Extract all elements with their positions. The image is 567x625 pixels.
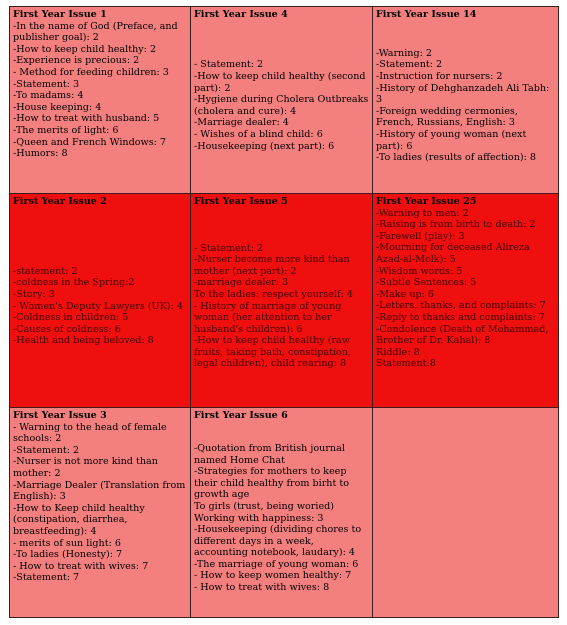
list-item: -Nurser is not more kind than mother: 2 [13, 456, 158, 479]
list-item: -Housekeeping (next part): 6 [194, 140, 335, 152]
list-item: - How to keep women healthy: 7 [194, 570, 352, 582]
issue-cell-content [194, 9, 369, 191]
list-item: -Health and being beloved: 8 [13, 335, 154, 347]
list-item: -How to Keep child healthy (constipation, diarrhea, breastfeeding): 4 [13, 502, 145, 537]
list-item: -History of Dehghanzadeh Ali Tabh: 3 [376, 82, 550, 106]
list-item: -Queen and French Windows: 7 [13, 136, 167, 148]
list-item: - Wishes of a blind child: 6 [194, 128, 323, 140]
issue-cell [10, 7, 191, 194]
list-item: - History of marriage of young woman (her attention to her husband's children): 6 [194, 300, 342, 335]
issue-title: First Year Issue 5 [194, 196, 288, 207]
list-item: -History of young woman (next part): 6 [376, 128, 527, 152]
issue-cell-content [376, 9, 555, 191]
list-item: -The marriage of young woman: 6 [194, 558, 359, 570]
list-item: -Marriage Dealer (Translation from English): 3 [13, 479, 186, 503]
issue-cell [373, 7, 559, 194]
list-item: -Reply to thanks and complaints: 7 [376, 311, 545, 323]
list-item: - How to treat with wives: 7 [13, 560, 149, 572]
list-item: -To ladies (Honesty): 7 [13, 549, 123, 561]
issue-cell [373, 408, 559, 618]
issue-title: First Year Issue 1 [13, 9, 107, 20]
list-item: To the ladies: respect yourself: 4 [194, 288, 353, 300]
list-item: -Statement: 3 [13, 78, 80, 90]
issue-cell-content [13, 410, 187, 615]
issue-cell-content [13, 9, 187, 191]
issue-contents-list [194, 59, 369, 152]
list-item: Statement:8 [376, 358, 436, 370]
issue-cell [191, 7, 373, 194]
list-item: -The merits of light: 6 [13, 124, 119, 136]
issue-cell [10, 194, 191, 408]
issue-title: First Year Issue 2 [13, 196, 107, 207]
list-item: -To madams: 4 [13, 90, 84, 102]
list-item: -Foreign wedding cermonies, French, Russians, English: 3 [376, 105, 518, 129]
list-item: -marriage dealer: 3 [194, 277, 289, 289]
issue-contents-list [376, 208, 555, 370]
list-item: -Nurser become more kind than mother (next part): 2 [194, 254, 350, 277]
issue-cell-content [376, 196, 555, 405]
issue-cell-content [13, 196, 187, 405]
issue-cell-content [376, 410, 555, 615]
list-item: -Mourning for deceased Alireza Azad-al-Molk): 5 [376, 242, 530, 265]
list-item: - Warning to the head of female schools: 2 [13, 421, 167, 445]
list-item: -Warning to men: 2 [376, 207, 469, 219]
list-item: -statement: 2 [13, 265, 78, 277]
list-item: - How to treat with wives: 8 [194, 582, 330, 594]
issue-title: First Year Issue 3 [13, 410, 107, 421]
list-item: -Warning: 2 [376, 47, 433, 59]
issue-contents-list [13, 422, 187, 584]
issue-contents-list [13, 266, 187, 347]
list-item: -How to keep child healthy (second part): 2 [194, 71, 366, 94]
list-item: -Experience is precious: 2 [13, 55, 140, 67]
table-row [10, 7, 559, 194]
issue-contents-list [194, 243, 369, 371]
list-item: -Marriage dealer: 4 [194, 117, 289, 129]
list-item: -House keeping: 4 [13, 101, 102, 113]
list-item: Working with happiness: 3 [194, 512, 324, 524]
table-row [10, 194, 559, 408]
list-item: -Condolence (Death of Mohammad, Brother of Dr. Kahal): 8 [376, 323, 549, 347]
list-item: -Make up: 6 [376, 288, 435, 300]
list-item: -Strategies for mothers to keep their child healthy from birht to growth age [194, 466, 350, 501]
issue-title: First Year Issue 14 [376, 9, 477, 20]
list-item: -Subtle Sentences: 5 [376, 277, 477, 289]
issues-table [9, 6, 559, 618]
issue-cell [373, 194, 559, 408]
list-item: - Method for feeding children: 3 [13, 66, 169, 78]
list-item: -Quotation from British journal named Home Chat [194, 442, 345, 466]
list-item: -Letters, thanks, and complaints: 7 [376, 300, 546, 312]
list-item: -Wisdom words: 5 [376, 265, 463, 277]
issue-contents-list [376, 48, 555, 164]
issue-cell-content [194, 410, 369, 615]
list-item: -Causes of coldness: 6 [13, 323, 121, 335]
list-item: - Statement: 2 [194, 242, 264, 254]
list-item: -Humors: 8 [13, 148, 68, 160]
issue-contents-list [13, 21, 187, 160]
list-item: Riddle: 8 [376, 346, 420, 358]
issue-cell-content [194, 196, 369, 405]
list-item: - Statement: 2 [194, 59, 264, 71]
issue-cell [191, 408, 373, 618]
list-item: - merits of sun light: 6 [13, 537, 121, 549]
issue-contents-list [194, 443, 369, 594]
list-item: -Housekeeping (dividing chores to different days in a week, accounting notebook, laudary): 4 [194, 524, 362, 559]
list-item: -To ladies (results of affection): 8 [376, 152, 537, 164]
issue-title: First Year Issue 25 [376, 196, 477, 207]
list-item: - Women's Deputy Lawyers (UK): 4 [13, 300, 183, 312]
list-item: -Instruction for nursers: 2 [376, 71, 503, 83]
list-item: -coldness in the Spring:2 [13, 277, 135, 289]
list-item: -Statement: 2 [13, 444, 80, 456]
issue-cell [191, 194, 373, 408]
list-item: -Statement: 7 [13, 572, 80, 584]
list-item: -Raising is from birth to death: 2 [376, 219, 536, 231]
list-item: -How to keep child healthy: 2 [13, 43, 157, 55]
list-item: -How to keep child healthy (raw fruits, taking bath, constipation, legal children), child rearing: 8 [194, 335, 352, 370]
list-item: -Statement: 2 [376, 59, 443, 71]
issue-title: First Year Issue 4 [194, 9, 288, 20]
list-item: -Farewell (play): 3 [376, 230, 465, 242]
table-row [10, 408, 559, 618]
issue-cell [10, 408, 191, 618]
list-item: -Story: 3 [13, 288, 55, 300]
list-item: -In the name of God (Preface, and publisher goal): 2 [13, 20, 178, 44]
list-item: -Coldness in children: 5 [13, 312, 129, 324]
list-item: -Hygiene during Cholera Outbreaks (cholera and cure): 4 [194, 94, 369, 117]
issue-title: First Year Issue 6 [194, 410, 288, 421]
list-item: -How to treat with husband: 5 [13, 113, 160, 125]
list-item: To girls (trust, being woried) [194, 500, 335, 512]
